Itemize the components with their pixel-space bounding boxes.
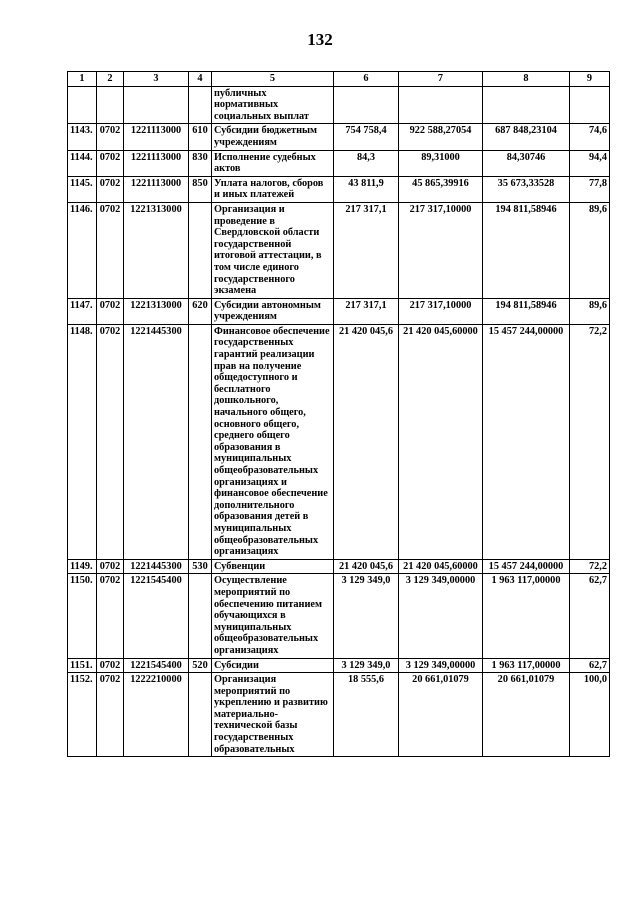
item-name: Уплата налогов, сборов и иных платежей: [212, 176, 334, 202]
item-name: Организация и проведение в Свердловской области государственной итоговой аттестации, в том числе единого государственного экзамена: [212, 202, 334, 298]
expense-type: [189, 574, 212, 658]
section-code: 0702: [97, 150, 124, 176]
value-col7: 217 317,10000: [399, 298, 483, 324]
percent-col9: 62,7: [570, 574, 610, 658]
value-col8: [483, 86, 570, 124]
row-number: 1151.: [68, 658, 97, 673]
table-row: [68, 559, 610, 574]
expense-type: 610: [189, 124, 212, 150]
value-col7: 3 129 349,00000: [399, 574, 483, 658]
section-code: [97, 86, 124, 124]
target-code: 1221445300: [124, 324, 189, 559]
percent-col9: 72,2: [570, 559, 610, 574]
expense-type: 520: [189, 658, 212, 673]
value-col8: 20 661,01079: [483, 673, 570, 757]
expense-type: [189, 86, 212, 124]
value-col8: 15 457 244,00000: [483, 324, 570, 559]
item-name: Субвенции: [212, 559, 334, 574]
table-row: [68, 150, 610, 176]
item-name: Субсидии: [212, 658, 334, 673]
target-code: 1222210000: [124, 673, 189, 757]
section-code: 0702: [97, 298, 124, 324]
value-col8: 194 811,58946: [483, 298, 570, 324]
section-code: 0702: [97, 176, 124, 202]
target-code: 1221313000: [124, 202, 189, 298]
target-code: 1221113000: [124, 150, 189, 176]
value-col6: 754 758,4: [334, 124, 399, 150]
value-col7: 3 129 349,00000: [399, 658, 483, 673]
value-col7: 217 317,10000: [399, 202, 483, 298]
item-name: Осуществление мероприятий по обеспечению питанием обучающихся в муниципальных общеобразовательных организациях: [212, 574, 334, 658]
budget-table: [67, 71, 610, 757]
value-col8: 687 848,23104: [483, 124, 570, 150]
value-col7: 45 865,39916: [399, 176, 483, 202]
row-number: 1144.: [68, 150, 97, 176]
row-number: 1143.: [68, 124, 97, 150]
percent-col9: 89,6: [570, 298, 610, 324]
column-header: 8: [483, 72, 570, 87]
row-number: 1147.: [68, 298, 97, 324]
table-row: [68, 176, 610, 202]
item-name: Исполнение судебных актов: [212, 150, 334, 176]
value-col8: 1 963 117,00000: [483, 658, 570, 673]
value-col8: 35 673,33528: [483, 176, 570, 202]
target-code: 1221445300: [124, 559, 189, 574]
expense-type: 620: [189, 298, 212, 324]
table-row: [68, 673, 610, 757]
value-col8: 194 811,58946: [483, 202, 570, 298]
row-number: 1150.: [68, 574, 97, 658]
column-header: 7: [399, 72, 483, 87]
value-col6: 18 555,6: [334, 673, 399, 757]
expense-type: 830: [189, 150, 212, 176]
section-code: 0702: [97, 673, 124, 757]
value-col6: 3 129 349,0: [334, 658, 399, 673]
table-row: [68, 658, 610, 673]
value-col7: 20 661,01079: [399, 673, 483, 757]
value-col7: 21 420 045,60000: [399, 559, 483, 574]
value-col6: 84,3: [334, 150, 399, 176]
section-code: 0702: [97, 574, 124, 658]
percent-col9: 72,2: [570, 324, 610, 559]
table-row: [68, 574, 610, 658]
item-name: Субсидии автономным учреждениям: [212, 298, 334, 324]
value-col8: 1 963 117,00000: [483, 574, 570, 658]
column-header: 2: [97, 72, 124, 87]
column-header: 9: [570, 72, 610, 87]
percent-col9: 100,0: [570, 673, 610, 757]
target-code: 1221113000: [124, 124, 189, 150]
percent-col9: 74,6: [570, 124, 610, 150]
value-col6: 21 420 045,6: [334, 559, 399, 574]
row-number: 1146.: [68, 202, 97, 298]
value-col6: 217 317,1: [334, 202, 399, 298]
table-row: [68, 324, 610, 559]
target-code: 1221545400: [124, 658, 189, 673]
column-header: 5: [212, 72, 334, 87]
expense-type: [189, 202, 212, 298]
table-row: [68, 124, 610, 150]
value-col6: [334, 86, 399, 124]
item-name: публичных нормативных социальных выплат: [212, 86, 334, 124]
section-code: 0702: [97, 124, 124, 150]
value-col7: 922 588,27054: [399, 124, 483, 150]
target-code: 1221113000: [124, 176, 189, 202]
expense-type: [189, 324, 212, 559]
item-name: Субсидии бюджетным учреждениям: [212, 124, 334, 150]
column-header: 6: [334, 72, 399, 87]
percent-col9: 62,7: [570, 658, 610, 673]
percent-col9: 89,6: [570, 202, 610, 298]
expense-type: [189, 673, 212, 757]
row-number: 1152.: [68, 673, 97, 757]
expense-type: 850: [189, 176, 212, 202]
percent-col9: [570, 86, 610, 124]
column-header: 3: [124, 72, 189, 87]
section-code: 0702: [97, 559, 124, 574]
row-number: 1148.: [68, 324, 97, 559]
row-number: [68, 86, 97, 124]
row-number: 1149.: [68, 559, 97, 574]
table-header-row: [68, 72, 610, 87]
item-name: Финансовое обеспечение государственных гарантий реализации прав на получение общедоступного и бесплатного дошкольного, начального общего, основного общего, среднего общего образования в муниципальных общеобразовательных организациях и финансовое обеспечение дополнительного образования детей в муниципальных общеобразовательных организациях: [212, 324, 334, 559]
target-code: 1221313000: [124, 298, 189, 324]
column-header: 1: [68, 72, 97, 87]
value-col8: 84,30746: [483, 150, 570, 176]
value-col8: 15 457 244,00000: [483, 559, 570, 574]
percent-col9: 77,8: [570, 176, 610, 202]
item-name: Организация мероприятий по укреплению и развитию материально-технической базы государственных образовательных: [212, 673, 334, 757]
target-code: 1221545400: [124, 574, 189, 658]
row-number: 1145.: [68, 176, 97, 202]
table-row: [68, 298, 610, 324]
value-col6: 3 129 349,0: [334, 574, 399, 658]
value-col7: [399, 86, 483, 124]
table-row: [68, 86, 610, 124]
value-col7: 21 420 045,60000: [399, 324, 483, 559]
table-row: [68, 202, 610, 298]
column-header: 4: [189, 72, 212, 87]
page-number: 132: [307, 30, 333, 49]
section-code: 0702: [97, 324, 124, 559]
value-col6: 217 317,1: [334, 298, 399, 324]
target-code: [124, 86, 189, 124]
percent-col9: 94,4: [570, 150, 610, 176]
expense-type: 530: [189, 559, 212, 574]
section-code: 0702: [97, 658, 124, 673]
value-col7: 89,31000: [399, 150, 483, 176]
value-col6: 21 420 045,6: [334, 324, 399, 559]
section-code: 0702: [97, 202, 124, 298]
value-col6: 43 811,9: [334, 176, 399, 202]
